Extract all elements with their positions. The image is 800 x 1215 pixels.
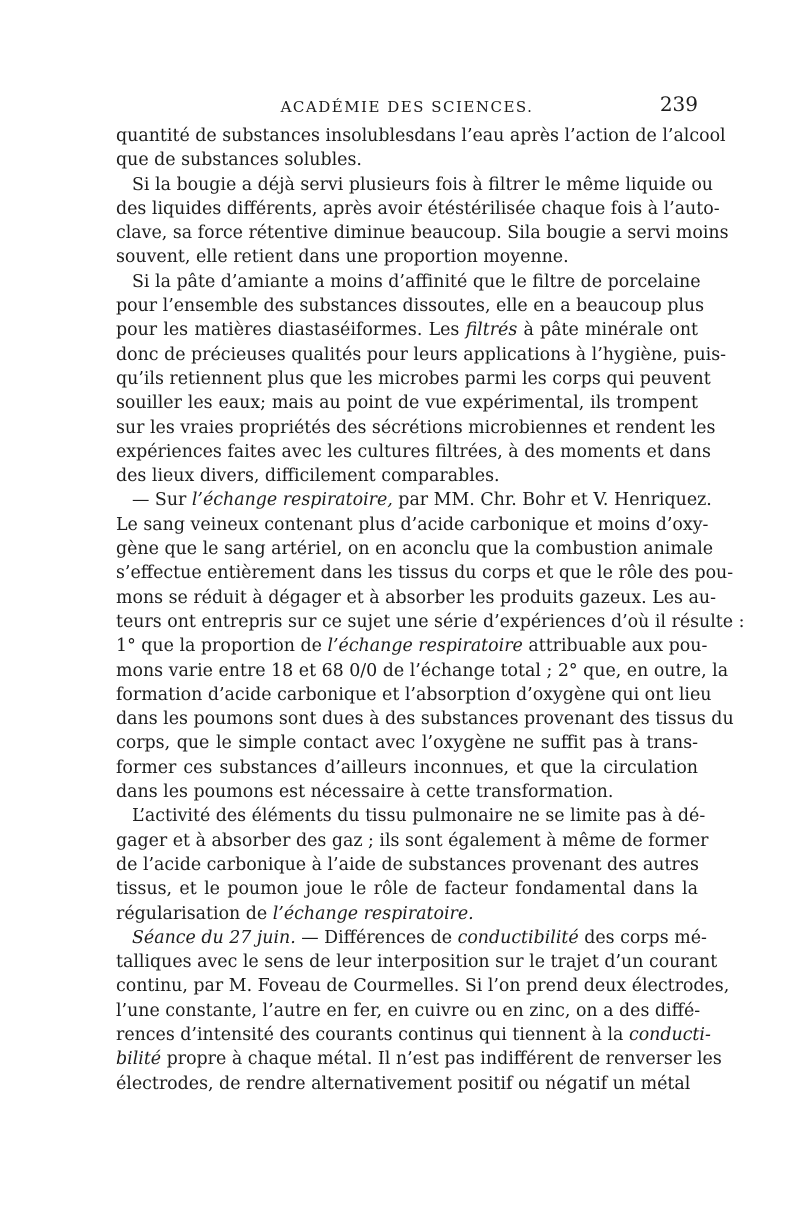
text-run: Le sang veineux contenant plus d’acide carbonique et moins d’oxy- [116, 514, 709, 535]
text-line [116, 124, 726, 148]
text-line [116, 294, 705, 318]
text-run: l’une constante, l’autre en fer, en cuivre ou en zinc, on a des diffé- [116, 1000, 701, 1021]
text-line [116, 367, 711, 391]
italic-text: l’échange respiratoire [327, 636, 523, 657]
text-run: pour les matières diastaséiformes. Les [116, 320, 466, 341]
text-line [116, 416, 716, 440]
text-run: à pâte minérale ont [517, 320, 699, 341]
text-line [116, 610, 745, 634]
text-run: dans les poumons est nécessaire à cette transformation. [116, 782, 614, 803]
italic-text: l’échange respiratoire. [272, 903, 474, 924]
text-line [116, 950, 718, 974]
text-line [116, 318, 698, 342]
text-line [116, 148, 698, 172]
text-run: formation d’acide carbonique et l’absorption d’oxygène qui ont lieu [116, 684, 712, 705]
text-run: Si la bougie a déjà servi plusieurs fois à filtrer le même liquide ou [132, 174, 713, 195]
text-line [116, 343, 727, 367]
running-title: ACADÉMIE DES SCIENCES. [280, 98, 534, 116]
text-run: L’activité des éléments du tissu pulmonaire ne se limite pas à dé- [132, 806, 706, 827]
text-run: des liquides différents, après avoir étéstérilisée chaque fois à l’auto- [116, 198, 720, 219]
text-run: qu’ils retiennent plus que les microbes parmi les corps qui peuvent [116, 368, 711, 389]
page-number: 239 [659, 92, 698, 116]
text-line [116, 659, 729, 683]
text-run: sur les vraies propriétés des sécrétions microbiennes et rendent les [116, 417, 716, 438]
text-run: s’effectue entièrement dans les tissus du corps et que le rôle des pou- [116, 563, 734, 584]
text-run: expériences faites avec les cultures filtrées, à des moments et dans [116, 441, 711, 462]
text-run: — Sur [132, 490, 192, 511]
text-line [116, 974, 730, 998]
text-run: électrodes, de rendre alternativement positif ou négatif un métal [116, 1073, 691, 1094]
italic-text: bilité [116, 1049, 162, 1070]
text-line [116, 561, 734, 585]
text-run: donc de précieuses qualités pour leurs applications à l’hygiène, puis- [116, 344, 727, 365]
text-line [116, 999, 701, 1023]
text-run: propre à chaque métal. Il n’est pas indifférent de renverser les [161, 1049, 722, 1070]
text-run: souiller les eaux; mais au point de vue expérimental, ils trompent [116, 393, 698, 414]
text-line [116, 829, 709, 853]
text-run: 1° que la proportion de [116, 636, 328, 657]
italic-text: l’échange respiratoire, [191, 490, 393, 511]
text-line [116, 902, 698, 926]
text-run: de l’acide carbonique à l’aide de substances provenant des autres [116, 854, 699, 875]
body-text [116, 124, 745, 1096]
page-header [116, 92, 698, 122]
text-run: continu, par M. Foveau de Courmelles. Si l’on prend deux électrodes, [116, 976, 730, 997]
text-line [116, 1047, 722, 1071]
text-line [116, 586, 716, 610]
text-run: des lieux divers, difficilement comparables. [116, 466, 500, 487]
text-line [116, 173, 713, 197]
text-line [116, 440, 711, 464]
italic-text: conducti- [628, 1024, 711, 1045]
italic-text: filtrés [465, 320, 518, 341]
text-run: Si la pâte d’amiante a moins d’affinité que le filtre de porcelaine [132, 271, 701, 292]
text-run: corps, que le simple contact avec l’oxygène ne suffit pas à trans- [116, 733, 698, 754]
text-run: rences d’intensité des courants continus qui tiennent à la [116, 1024, 629, 1045]
text-line [116, 488, 712, 512]
text-run: mons varie entre 18 et 68 0/0 de l’échange total ; 2° que, en outre, la [116, 660, 729, 681]
text-line [116, 683, 712, 707]
text-run: que de substances solubles. [116, 150, 362, 171]
text-line [116, 756, 698, 780]
text-line [116, 926, 707, 950]
text-line [116, 1072, 698, 1096]
text-line [116, 780, 698, 804]
text-run: tissus, et le poumon joue le rôle de facteur fondamental dans la [116, 879, 698, 900]
text-run: régularisation de [116, 903, 273, 924]
text-line [116, 513, 709, 537]
text-run: quantité de substances insolublesdans l’eau après l’action de l’alcool [116, 126, 726, 146]
text-line [116, 537, 714, 561]
text-line [116, 270, 701, 294]
text-run: former ces substances d’ailleurs inconnues, et que la circulation [116, 757, 698, 778]
text-run: mons se réduit à dégager et à absorber les produits gazeux. Les au- [116, 587, 716, 608]
text-line [116, 1023, 711, 1047]
text-run: talliques avec le sens de leur interposition sur le trajet d’un courant [116, 952, 718, 973]
text-run: attribuable aux pou- [522, 636, 708, 657]
text-run: teurs ont entrepris sur ce sujet une série d’expériences d’où il résulte : [116, 611, 745, 632]
text-run: gène que le sang artériel, on en aconclu que la combustion animale [116, 539, 714, 560]
text-line [116, 221, 729, 245]
text-line [116, 804, 706, 828]
italic-text: Séance du 27 juin. [132, 927, 296, 948]
text-line [116, 731, 698, 755]
text-line [116, 634, 708, 658]
text-line [116, 707, 734, 731]
text-run: par MM. Chr. Bohr et V. Henriquez. [392, 490, 712, 511]
text-run: clave, sa force rétentive diminue beaucoup. Sila bougie a servi moins [116, 223, 729, 244]
text-line [116, 391, 698, 415]
text-run: pour l’ensemble des substances dissoutes, elle en a beaucoup plus [116, 296, 705, 317]
text-run: — Différences de [295, 927, 458, 948]
text-line [116, 245, 698, 269]
text-run: des corps mé- [578, 927, 707, 948]
text-line [116, 853, 698, 877]
text-run: gager et à absorber des gaz ; ils sont également à même de former [116, 830, 709, 851]
text-run: dans les poumons sont dues à des substances provenant des tissus du [116, 709, 734, 730]
text-line [116, 464, 698, 488]
text-line [116, 877, 698, 901]
text-line [116, 197, 720, 221]
italic-text: conductibilité [457, 927, 579, 948]
text-run: souvent, elle retient dans une proportion moyenne. [116, 247, 569, 268]
